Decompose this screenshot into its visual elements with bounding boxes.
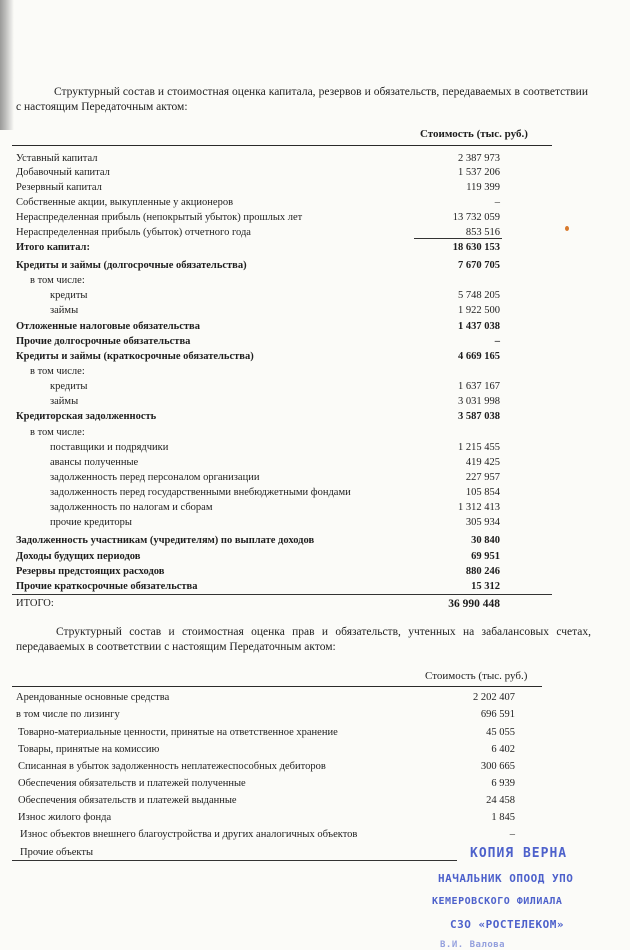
row-value: 7 670 705: [458, 260, 500, 271]
table-row: [0, 181, 630, 195]
table-row: [0, 501, 630, 515]
table-row: [0, 211, 630, 225]
row-value: 1 922 500: [458, 305, 500, 316]
row-value: 6 939: [491, 778, 515, 789]
table-row: [0, 456, 630, 470]
row-value: 105 854: [465, 487, 500, 498]
row-label: Резервы предстоящих расходов: [16, 566, 165, 577]
table-row: [0, 350, 630, 364]
row-label: Отложенные налоговые обязательства: [16, 321, 200, 332]
table-row: [0, 811, 630, 825]
intro-paragraph-2: Структурный состав и стоимостная оценка прав и обязательств, учтенных на забалансовых счетах, передаваемых в соответствии с настоящим Передаточным актом:: [16, 626, 591, 653]
row-label: Кредиты и займы (долгосрочные обязательства): [16, 260, 247, 271]
row-label: ИТОГО:: [16, 598, 54, 609]
scan-edge-shadow: [0, 0, 14, 130]
row-value: 1 215 455: [458, 442, 500, 453]
row-value: 1 637 167: [458, 381, 500, 392]
row-value: 1 537 206: [458, 167, 500, 178]
row-label: Обеспечения обязательств и платежей выданные: [18, 795, 237, 806]
row-label: прочие кредиторы: [50, 517, 132, 528]
table-row: [0, 166, 630, 180]
table-row: [0, 335, 630, 349]
table-row: [0, 410, 630, 424]
row-value: 2 387 973: [458, 153, 500, 164]
row-value: 36 990 448: [448, 598, 500, 610]
row-label: авансы полученные: [50, 457, 139, 468]
table1-rule: [414, 238, 502, 239]
row-label: поставщики и подрядчики: [50, 442, 169, 453]
table-row: [0, 534, 630, 548]
stamp-position: НАЧАЛЬНИК ОПООД УПО: [438, 872, 574, 885]
row-label: в том числе:: [30, 275, 85, 286]
table-row: [0, 726, 630, 740]
table-row: [0, 760, 630, 774]
row-value: –: [494, 336, 500, 347]
row-label: Итого капитал:: [16, 242, 90, 253]
row-value: 300 665: [480, 761, 515, 772]
row-label: Прочие объекты: [20, 847, 94, 858]
row-label: Резервный капитал: [16, 182, 102, 193]
row-value: 419 425: [465, 457, 500, 468]
row-label: задолженность по налогам и сборам: [50, 502, 213, 513]
row-value: –: [509, 829, 515, 840]
row-label: Прочие долгосрочные обязательства: [16, 336, 191, 347]
table-row: [0, 304, 630, 318]
row-label: Товарно-материальные ценности, принятые на ответственное хранение: [18, 727, 338, 738]
row-value: 15 312: [471, 581, 500, 592]
table-row: [0, 471, 630, 485]
table-row: [0, 691, 630, 705]
row-label: Добавочный капитал: [16, 167, 110, 178]
table1-rule: [414, 594, 502, 595]
row-value: 880 246: [465, 566, 500, 577]
row-label: Товары, принятые на комиссию: [18, 744, 160, 755]
stamp-branch: КЕМЕРОВСКОГО ФИЛИАЛА: [432, 896, 563, 907]
row-value: 305 934: [465, 517, 500, 528]
table2-bottom-rule: [12, 860, 457, 861]
table-row: [0, 226, 630, 240]
row-value: 3 587 038: [458, 411, 500, 422]
table-row: [0, 426, 630, 440]
table-row: [0, 580, 630, 594]
row-value: 18 630 153: [452, 242, 500, 253]
table2-header-rule: [12, 686, 542, 687]
table-row: [0, 486, 630, 500]
table2-column-header: Стоимость (тыс. руб.): [425, 670, 528, 682]
row-value: 853 516: [465, 227, 500, 238]
table-row: [0, 550, 630, 564]
row-label: задолженность перед государственными внебюджетными фондами: [50, 487, 351, 498]
table-row: [0, 565, 630, 579]
row-value: –: [494, 197, 500, 208]
row-label: в том числе:: [30, 366, 85, 377]
table-row: [0, 777, 630, 791]
table-row: [0, 380, 630, 394]
row-value: 69 951: [471, 551, 500, 562]
row-value: 1 845: [491, 812, 515, 823]
stamp-signature: В.И. Валова: [440, 940, 506, 950]
row-value: 3 031 998: [458, 396, 500, 407]
row-label: Кредиторская задолженность: [16, 411, 157, 422]
row-label: Износ жилого фонда: [18, 812, 112, 823]
row-value: 45 055: [486, 727, 515, 738]
table1-header-rule: [12, 145, 552, 146]
row-label: займы: [50, 305, 79, 316]
table-row: [0, 196, 630, 210]
row-value: 6 402: [491, 744, 515, 755]
row-label: Нераспределенная прибыль (убыток) отчетного года: [16, 227, 251, 238]
table-row: [0, 597, 630, 611]
table-row: [0, 289, 630, 303]
table-row: [0, 259, 630, 273]
table-row: [0, 516, 630, 530]
table-row: [0, 274, 630, 288]
row-value: 119 399: [466, 182, 500, 193]
row-value: 30 840: [471, 535, 500, 546]
table-row: [0, 441, 630, 455]
row-value: 696 591: [480, 709, 515, 720]
row-label: задолженность перед персоналом организации: [50, 472, 260, 483]
table1-column-header: Стоимость (тыс. руб.): [420, 128, 528, 140]
row-value: 2 202 407: [473, 692, 515, 703]
table-row: [0, 794, 630, 808]
row-value: 13 732 059: [452, 212, 500, 223]
row-label: Износ объектов внешнего благоустройства и других аналогичных объектов: [20, 829, 358, 840]
row-label: займы: [50, 396, 79, 407]
table-row: [0, 395, 630, 409]
row-label: Доходы будущих периодов: [16, 551, 141, 562]
row-value: 1 437 038: [458, 321, 500, 332]
row-label: Нераспределенная прибыль (непокрытый убыток) прошлых лет: [16, 212, 303, 223]
row-label: кредиты: [50, 381, 88, 392]
stamp-organization: СЗО «РОСТЕЛЕКОМ»: [450, 918, 564, 931]
row-label: Прочие краткосрочные обязательства: [16, 581, 198, 592]
stamp-copy-verified: КОПИЯ ВЕРНА: [470, 846, 568, 861]
row-label: Задолженность участникам (учредителям) по выплате доходов: [16, 535, 315, 546]
row-label: кредиты: [50, 290, 88, 301]
table-row: [0, 320, 630, 334]
table-row: [0, 828, 630, 842]
table-row: [0, 708, 630, 722]
table-row: [0, 241, 630, 255]
row-label: в том числе:: [30, 427, 85, 438]
row-label: в том числе по лизингу: [16, 709, 120, 720]
row-value: 4 669 165: [458, 351, 500, 362]
row-value: 24 458: [486, 795, 515, 806]
row-label: Кредиты и займы (краткосрочные обязательства): [16, 351, 254, 362]
row-value: 5 748 205: [458, 290, 500, 301]
intro-paragraph-1: Структурный состав и стоимостная оценка капитала, резервов и обязательств, передаваемых в соответствии с настоящим Передаточным актом:: [16, 86, 588, 113]
row-label: Обеспечения обязательств и платежей полученные: [18, 778, 246, 789]
row-value: 227 957: [465, 472, 500, 483]
table-row: [0, 152, 630, 166]
row-label: Арендованные основные средства: [16, 692, 170, 703]
table-row: [0, 365, 630, 379]
table-row: [0, 743, 630, 757]
row-label: Собственные акции, выкупленные у акционеров: [16, 197, 234, 208]
row-label: Списанная в убыток задолженность неплатежеспособных дебиторов: [18, 761, 326, 772]
row-label: Уставный капитал: [16, 153, 98, 164]
row-value: 1 312 413: [458, 502, 500, 513]
